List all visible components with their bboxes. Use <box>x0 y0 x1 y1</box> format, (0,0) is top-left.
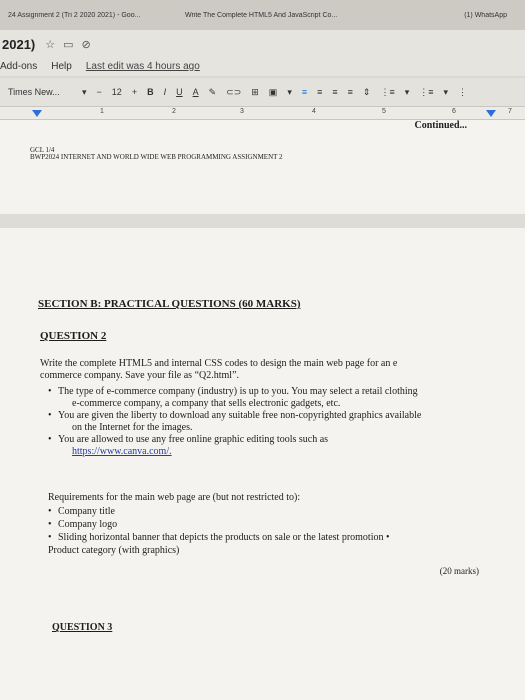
bullet-line: • You are given the liberty to download any suitable free non-copyrighted graphics available <box>58 410 422 421</box>
list-item: • Company logo <box>48 518 488 531</box>
tab-assignment[interactable]: 24 Assignment 2 (Tri 2 2020 2021) - Goo... <box>8 11 141 19</box>
bullet-line: • You are allowed to use any free online graphic editing tools such as <box>58 434 329 445</box>
bulleted-dropdown-icon[interactable]: ▾ <box>443 86 449 97</box>
line-spacing-icon[interactable]: ⇕ <box>362 86 371 97</box>
question-2-title: QUESTION 2 <box>40 330 107 342</box>
list-item: • Company title <box>48 505 488 518</box>
question-3-title: QUESTION 3 <box>52 622 113 633</box>
decrease-font-button[interactable]: − <box>96 87 102 97</box>
page-break <box>0 214 525 228</box>
tab-write-html5[interactable]: Write The Complete HTML5 And JavaScript Co... <box>185 11 338 19</box>
question-2-paragraph <box>40 358 480 382</box>
formatting-toolbar <box>0 78 525 106</box>
bullet-line: • The type of e-commerce company (industry) is up to you. You may select a retail clothing <box>58 386 418 397</box>
last-edit-link[interactable]: Last edit was 4 hours ago <box>85 60 200 72</box>
instruction-list <box>48 386 488 458</box>
comment-icon[interactable]: ⊞ <box>251 86 259 97</box>
highlight-icon[interactable]: ✎ <box>208 86 217 97</box>
bullet-line: on the Internet for the images. <box>72 422 193 433</box>
bullet-line: e-commerce company, a company that sells electronic gadgets, etc. <box>72 398 341 409</box>
continued-text: Continued... <box>414 120 467 131</box>
underline-button[interactable]: U <box>176 87 183 97</box>
menu-bar <box>0 56 525 76</box>
ruler-mark: 3 <box>240 108 244 115</box>
folder-icon[interactable]: ▭ <box>63 38 74 51</box>
italic-button[interactable]: I <box>163 87 167 97</box>
star-icon[interactable]: ☆ <box>45 38 56 51</box>
list-item <box>48 434 488 458</box>
requirements-list <box>48 505 488 557</box>
font-dropdown-icon[interactable]: ▾ <box>82 86 87 97</box>
ruler-mark: 1 <box>100 108 104 115</box>
list-item: • Sliding horizontal banner that depicts the products on sale or the latest promotion • <box>48 531 488 544</box>
ruler-mark: 7 <box>508 108 512 115</box>
numbered-list-icon[interactable]: ⋮≡ <box>380 86 395 97</box>
ruler-mark: 6 <box>452 108 456 115</box>
align-right-icon[interactable]: ≡ <box>332 87 338 97</box>
canva-link[interactable]: https://www.canva.com/. <box>72 446 172 457</box>
document-page[interactable] <box>0 120 525 700</box>
doc-titlebar <box>0 30 525 58</box>
ruler <box>0 106 525 120</box>
ruler-mark: 5 <box>382 108 386 115</box>
course-header: BWP2024 INTERNET AND WORLD WIDE WEB PROGRAMMING ASSIGNMENT 2 <box>30 153 283 161</box>
marks-label: (20 marks) <box>439 566 479 576</box>
ruler-mark: 2 <box>172 108 176 115</box>
image-icon[interactable]: ▣ <box>268 86 278 97</box>
left-indent-icon[interactable] <box>32 110 42 117</box>
bulleted-list-icon[interactable]: ⋮≡ <box>419 86 434 97</box>
text-color-button[interactable]: A <box>192 87 199 97</box>
increase-font-button[interactable]: + <box>131 87 138 97</box>
more-options-icon[interactable]: ⋮ <box>458 86 468 97</box>
list-item <box>48 410 488 434</box>
font-size-input[interactable]: 12 <box>111 87 122 97</box>
menu-help[interactable]: Help <box>51 60 72 72</box>
numbered-dropdown-icon[interactable]: ▾ <box>404 86 410 97</box>
link-icon[interactable]: ⊂⊃ <box>226 86 242 97</box>
requirements-title: Requirements for the main web page are (but not restricted to): <box>48 492 301 503</box>
list-item: Product category (with graphics) <box>48 545 180 556</box>
paragraph-line: commerce company. Save your file as “Q2.html”. <box>40 370 240 381</box>
menu-add-ons[interactable]: Add-ons <box>0 60 38 72</box>
right-indent-icon[interactable] <box>486 110 496 117</box>
justify-icon[interactable]: ≡ <box>347 87 353 97</box>
paragraph-line: Write the complete HTML5 and internal CSS codes to design the main web page for an e <box>40 358 398 369</box>
tab-whatsapp[interactable]: (1) WhatsApp <box>464 11 507 19</box>
doc-title[interactable]: 2021) <box>2 36 36 52</box>
browser-tab-bar <box>0 0 525 30</box>
ruler-mark: 4 <box>312 108 316 115</box>
page-number: GCL 1/4 <box>30 146 55 154</box>
image-dropdown-icon[interactable]: ▾ <box>287 86 292 97</box>
section-title: SECTION B: PRACTICAL QUESTIONS (60 MARKS) <box>38 298 301 310</box>
align-center-icon[interactable]: ≡ <box>317 87 323 97</box>
list-item <box>48 386 488 410</box>
font-family-select[interactable]: Times New... <box>8 87 60 97</box>
bold-button[interactable]: B <box>147 87 154 97</box>
cloud-icon: ⊘ <box>81 38 91 51</box>
align-left-icon[interactable]: ≡ <box>301 87 308 97</box>
